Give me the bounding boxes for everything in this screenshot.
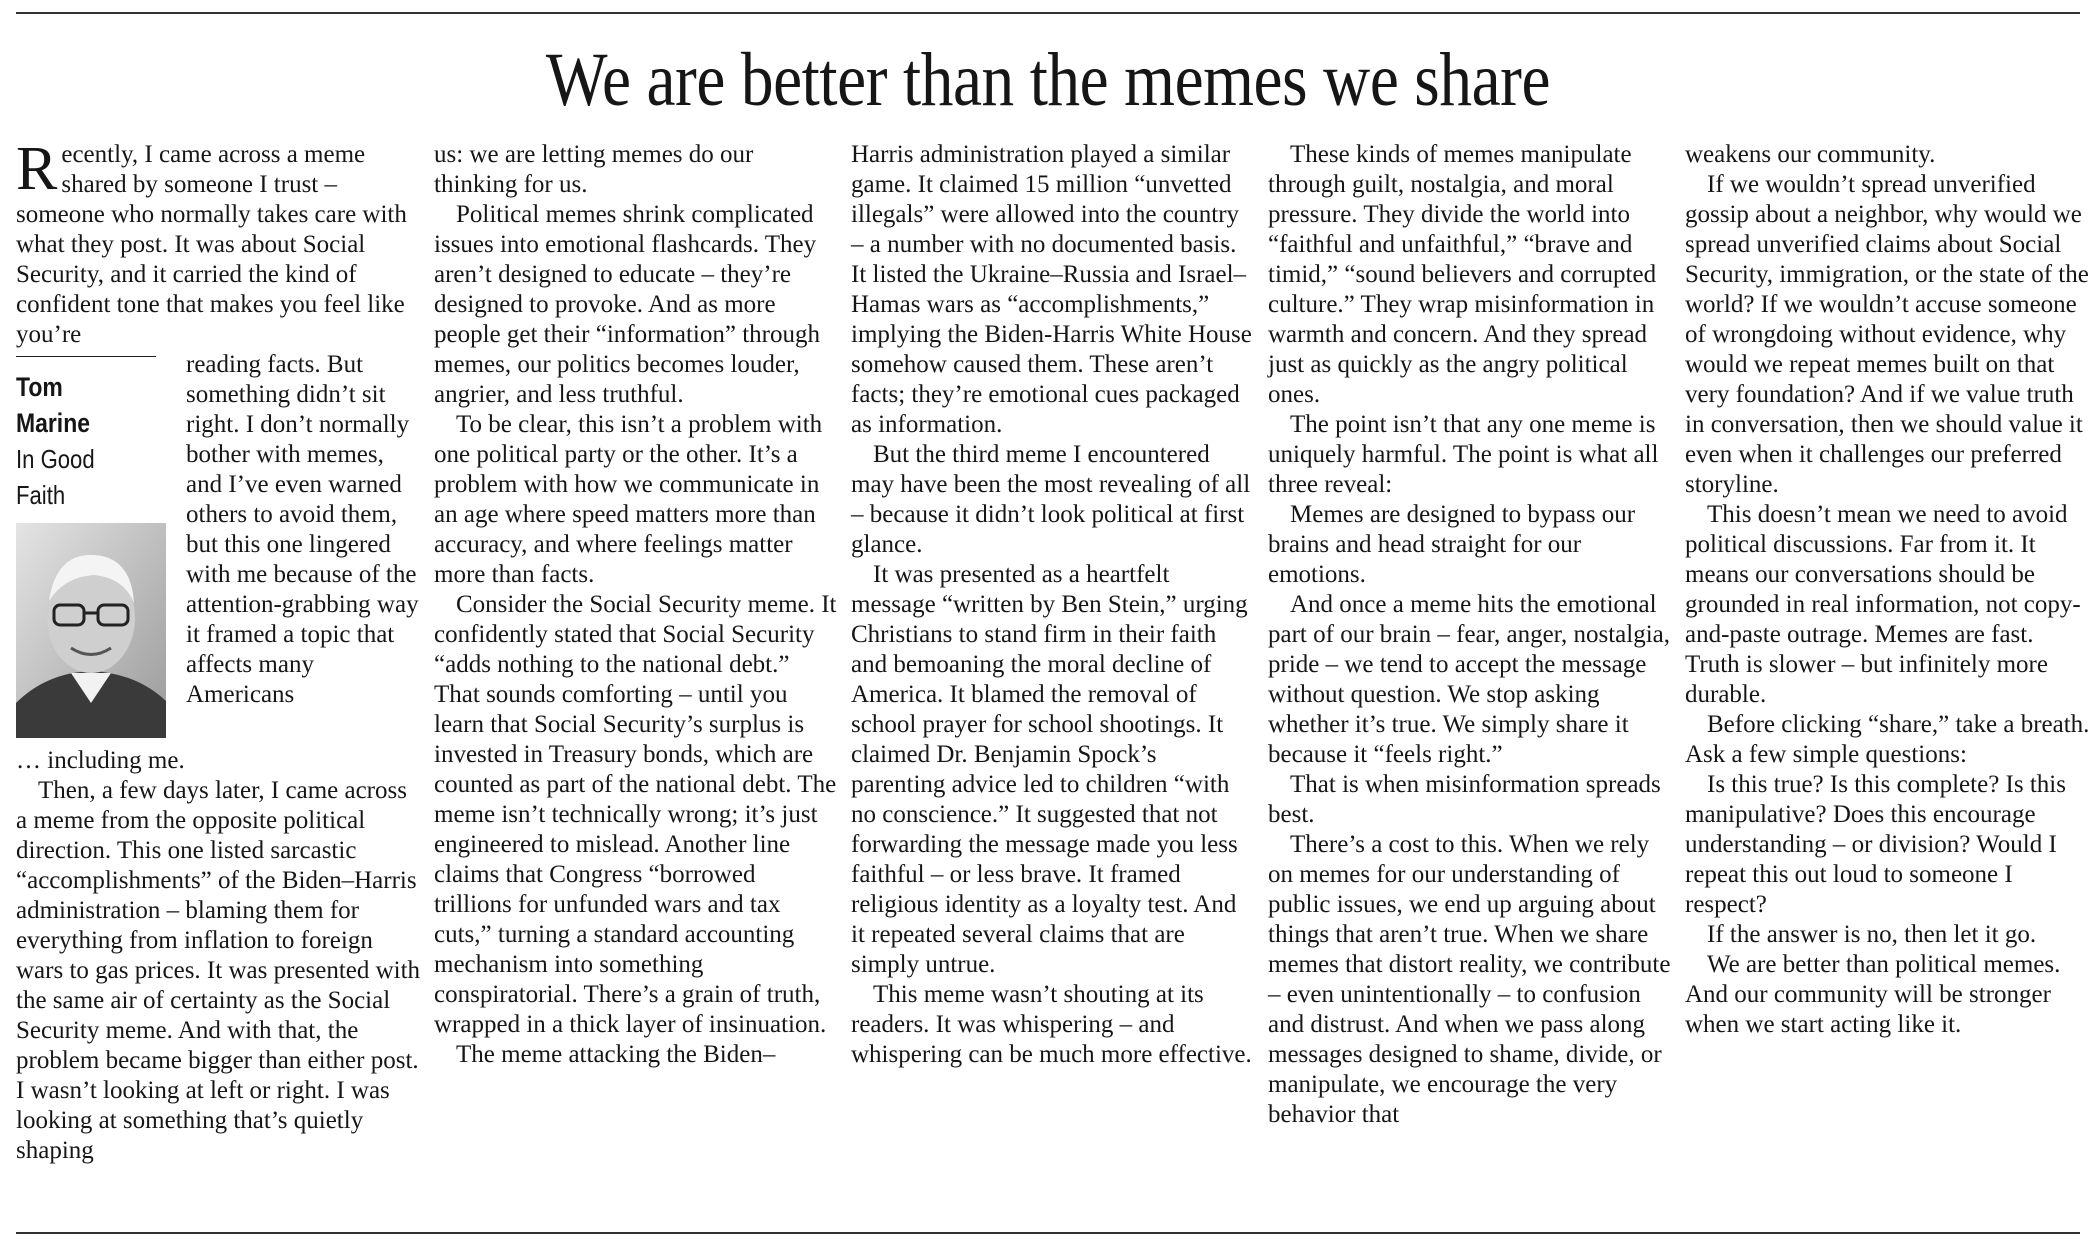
column-5 (1685, 140, 2090, 1040)
bottom-rule (16, 1232, 2080, 1234)
paragraph: We are better than political memes. And our community will be stronger when we start acting like it. (1685, 951, 2061, 1038)
paragraph: The meme attacking the Biden– (456, 1041, 776, 1068)
column-4 (1268, 140, 1673, 1130)
column-2 (434, 140, 839, 1070)
paragraph: But the third meme I encountered may have been the most revealing of all – because it didn’t look political at first glance. (851, 441, 1251, 558)
column-name-line2: Faith (16, 480, 66, 510)
paragraph: us: we are letting memes do our thinking for us. (434, 141, 754, 198)
paragraph: Then, a few days later, I came across a meme from the opposite political direction. This one listed sarcastic “accomplishments” of the Biden–Harris administration – blaming them for everything from inflation to foreign wars to gas prices. It was presented with the same air of certainty as the Social Security meme. And with that, the problem became bigger than either post. I wasn’t looking at left or right. I was looking at something that’s quietly shaping (16, 777, 421, 1164)
paragraph: The point isn’t that any one meme is uniquely harmful. The point is what all three reveal: (1268, 411, 1659, 498)
paragraph: And once a meme hits the emotional part of our brain – fear, anger, nostalgia, pride – we tend to accept the message without question. We stop asking whether it’s true. We simply share it because it “feels right.” (1268, 591, 1671, 768)
paragraph: weakens our community. (1685, 141, 1936, 168)
column-3 (851, 140, 1256, 1070)
byline-inset (16, 350, 176, 746)
paragraph: Before clicking “share,” take a breath. Ask a few simple questions: (1685, 711, 2090, 768)
paragraph: There’s a cost to this. When we rely on memes for our understanding of public issues, we end up arguing about things that aren’t true. When we share memes that distort reality, we contribute – even unintentionally – to confusion and distrust. And when we pass along messages designed to shame, divide, or manipulate, we encourage the very behavior that (1268, 831, 1671, 1128)
byline-rule (16, 356, 156, 357)
column-name-line1: In Good (16, 444, 95, 474)
paragraph: Consider the Social Security meme. It confidently stated that Social Security “adds nothing to the national debt.” That sounds comforting – until you learn that Social Security’s surplus is invested in Treasury bonds, which are counted as part of the national debt. The meme isn’t technically wrong; it’s just engineered to mislead. Another line claims that Congress “borrowed trillions for unfunded wars and tax cuts,” turning a standard accounting mechanism into something conspiratorial. There’s a grain of truth, wrapped in a thick layer of insinuation. (434, 591, 837, 1038)
paragraph: ecently, I came across a meme shared by someone I trust – someone who normally takes care with what they post. It was about Social Security, and it carried the kind of confident tone that makes you feel like you’re (16, 141, 407, 348)
paragraph: If we wouldn’t spread unverified gossip about a neighbor, why would we spread unverified claims about Social Security, immigration, or the state of the world? If we wouldn’t accuse someone of wrongdoing without evidence, why would we repeat memes built on that very foundation? And if we value truth in conversation, then we should value it even when it challenges our preferred storyline. (1685, 171, 2089, 498)
author-photo (16, 523, 166, 738)
paragraph: These kinds of memes manipulate through guilt, nostalgia, and moral pressure. They divide the world into “faithful and unfaithful,” “brave and timid,” “sound believers and corrupted culture.” They wrap misinformation in warmth and concern. And they spread just as quickly as the angry political ones. (1268, 141, 1657, 408)
author-first-name: Tom (16, 372, 63, 402)
paragraph: Political memes shrink complicated issues into emotional flashcards. They aren’t designed to educate – they’re designed to provoke. And as more people get their “information” through memes, our politics becomes louder, angrier, and less truthful. (434, 201, 820, 408)
headline: We are better than the memes we share (545, 38, 1551, 122)
drop-cap: R (16, 135, 58, 203)
paragraph: This meme wasn’t shouting at its readers. It was whispering – and whispering can be much more effective. (851, 981, 1252, 1068)
paragraph: … including me. (16, 747, 185, 774)
paragraph: It was presented as a heartfelt message “written by Ben Stein,” urging Christians to stand firm in their faith and bemoaning the moral decline of America. It blamed the removal of school prayer for school shootings. It claimed Dr. Benjamin Spock’s parenting advice led to children “with no conscience.” It suggested that not forwarding the message made you less faithful – or less brave. It framed religious identity as a loyalty test. And it repeated several claims that are simply untrue. (851, 561, 1248, 978)
top-rule (16, 12, 2080, 14)
paragraph: If the answer is no, then let it go. (1707, 921, 2037, 948)
paragraph: Harris administration played a similar game. It claimed 15 million “unvetted illegals” were allowed into the country – a number with no documented basis. It listed the Ukraine–Russia and Israel–Hamas wars as “accomplishments,” implying the Biden-Harris White House somehow caused them. These aren’t facts; they’re emotional cues packaged as information. (851, 141, 1252, 438)
paragraph: Memes are designed to bypass our brains and head straight for our emotions. (1268, 501, 1636, 588)
paragraph: This doesn’t mean we need to avoid political discussions. Far from it. It means our conversations should be grounded in real information, not copy-and-paste outrage. Memes are fast. Truth is slower – but infinitely more durable. (1685, 501, 2081, 708)
column-1 (16, 135, 421, 1166)
paragraph: To be clear, this isn’t a problem with one political party or the other. It’s a problem with how we communicate in an age where speed matters more than accuracy, and where feelings matter more than facts. (434, 411, 823, 588)
paragraph: reading facts. But something didn’t sit right. I don’t normally bother with memes, and I’ve even warned others to avoid them, but this one lingered with me because of the attention-grabbing way it framed a topic that affects many Americans (186, 351, 419, 708)
author-last-name: Marine (16, 408, 90, 438)
paragraph: That is when misinformation spreads best. (1268, 771, 1661, 828)
paragraph: Is this true? Is this complete? Is this manipulative? Does this encourage understanding – or division? Would I repeat this out loud to someone I respect? (1685, 771, 2066, 918)
